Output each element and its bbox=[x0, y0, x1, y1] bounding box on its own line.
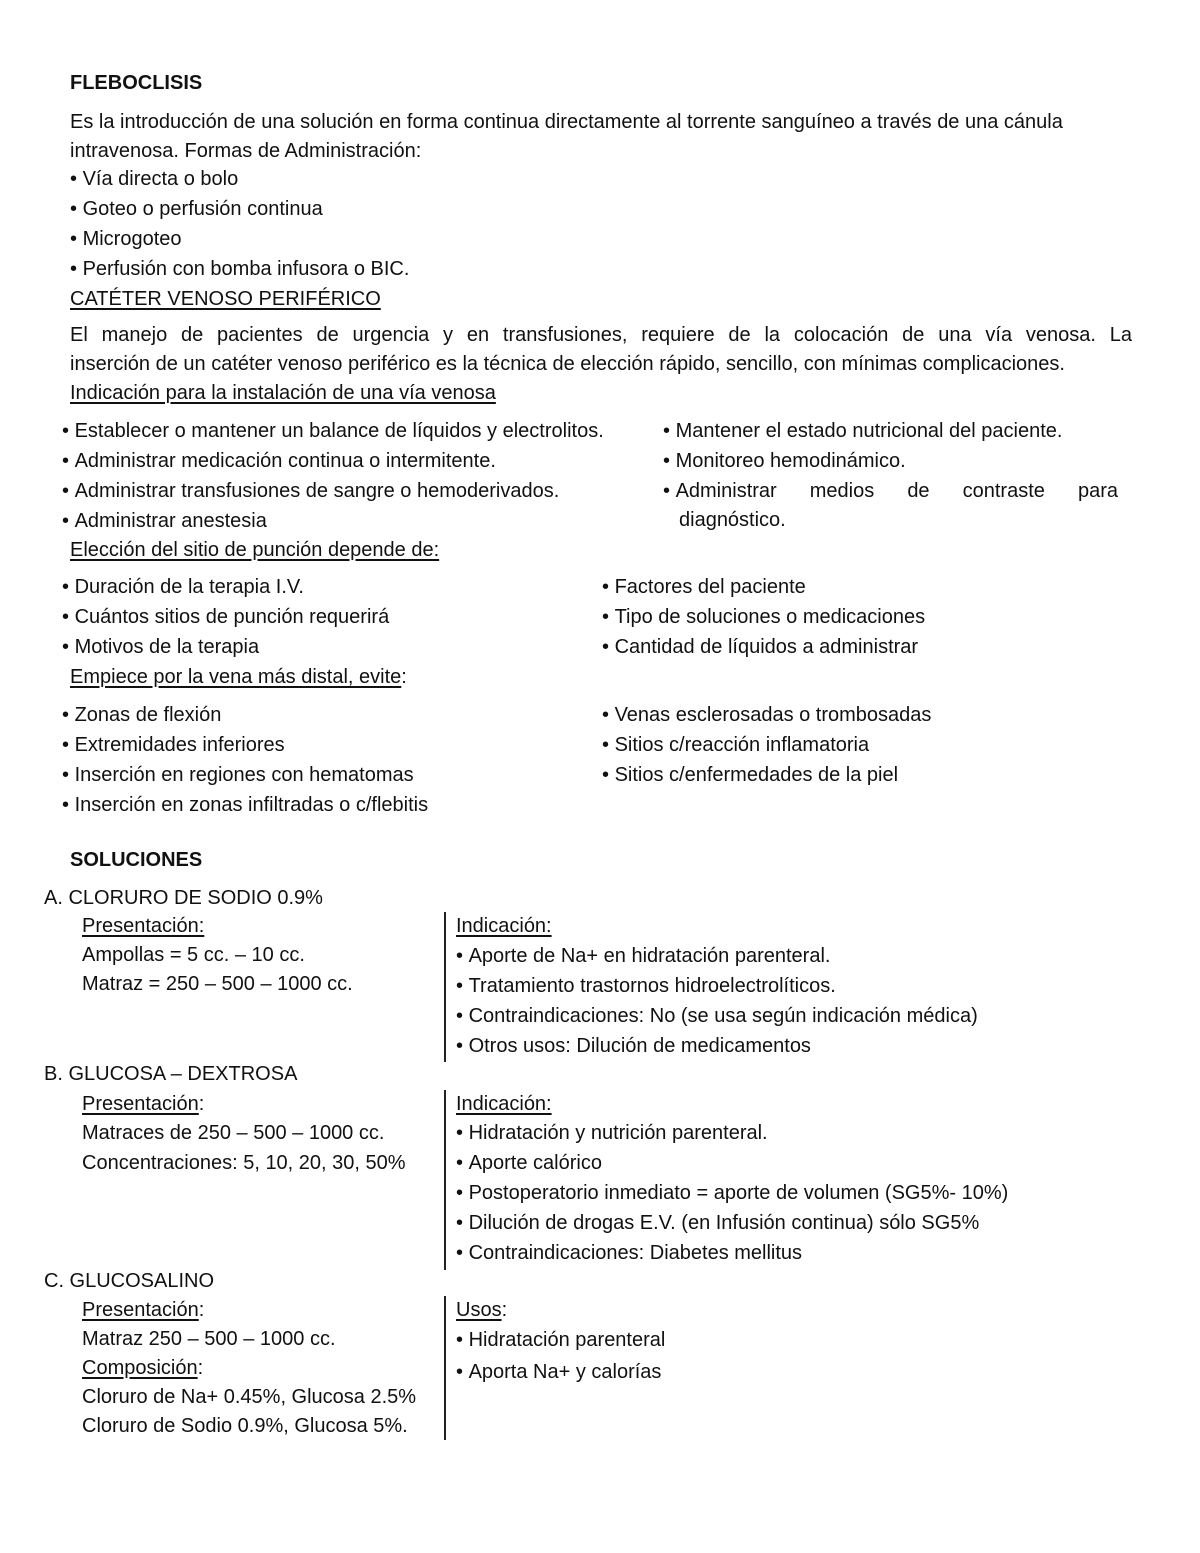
solucion-c-presentacion-label-line: Presentación: bbox=[82, 1299, 205, 1321]
list-item: • Zonas de flexión bbox=[62, 700, 428, 730]
empiece-left-list bbox=[62, 700, 428, 820]
indicacion-right-item: • Monitoreo hemodinámico. bbox=[663, 446, 906, 476]
empiece-right-list bbox=[602, 700, 931, 790]
list-item: • Contraindicaciones: Diabetes mellitus bbox=[456, 1238, 1008, 1268]
solucion-a-presentacion-label: Presentación: bbox=[82, 915, 205, 937]
solucion-c-presentacion-1: Matraz 250 – 500 – 1000 cc. bbox=[82, 1328, 336, 1350]
cateter-paragraph-line1: El manejo de pacientes de urgencia y en transfusiones, requiere de la colocación de una vía venosa. La bbox=[70, 324, 1132, 346]
indicacion-right-item bbox=[663, 476, 1118, 506]
list-item: • Cantidad de líquidos a administrar bbox=[602, 632, 925, 662]
list-item: • Microgoteo bbox=[70, 224, 409, 254]
solucion-b-presentacion-label-line: Presentación: bbox=[82, 1093, 205, 1115]
list-item: • Goteo o perfusión continua bbox=[70, 194, 409, 224]
list-item: • Inserción en zonas infiltradas o c/flebitis bbox=[62, 790, 428, 820]
cateter-paragraph-line2: inserción de un catéter venoso periférico es la técnica de elección rápido, sencillo, con mínimas complicaciones. bbox=[70, 353, 1065, 375]
solucion-a-presentacion-2: Matraz = 250 – 500 – 1000 cc. bbox=[82, 973, 353, 995]
eleccion-left-list bbox=[62, 572, 389, 662]
fleboclisis-title: FLEBOCLISIS bbox=[70, 72, 203, 94]
solucion-b-indicacion-list bbox=[456, 1118, 1008, 1268]
cateter-heading: CATÉTER VENOSO PERIFÉRICO bbox=[70, 288, 381, 310]
list-item: • Dilución de drogas E.V. (en Infusión continua) sólo SG5% bbox=[456, 1208, 1008, 1238]
solucion-b-presentacion-2: Concentraciones: 5, 10, 20, 30, 50% bbox=[82, 1152, 406, 1174]
solucion-a-indicacion-label: Indicación: bbox=[456, 915, 552, 937]
column-divider bbox=[444, 912, 446, 1062]
indicacion-right-continuation: diagnóstico. bbox=[679, 509, 786, 531]
list-item: • Administrar anestesia bbox=[62, 506, 604, 536]
eleccion-right-list bbox=[602, 572, 925, 662]
soluciones-title: SOLUCIONES bbox=[70, 849, 203, 871]
solucion-c-composicion-2: Cloruro de Sodio 0.9%, Glucosa 5%. bbox=[82, 1415, 408, 1437]
list-item: • Establecer o mantener un balance de líquidos y electrolitos. bbox=[62, 416, 604, 446]
solucion-b-title: B. GLUCOSA – DEXTROSA bbox=[44, 1063, 298, 1085]
list-item: • Duración de la terapia I.V. bbox=[62, 572, 389, 602]
list-item: • Inserción en regiones con hematomas bbox=[62, 760, 428, 790]
list-item: • Hidratación parenteral bbox=[456, 1325, 665, 1355]
list-item: • Aporta Na+ y calorías bbox=[456, 1357, 665, 1387]
solucion-a-presentacion-1: Ampollas = 5 cc. – 10 cc. bbox=[82, 944, 305, 966]
column-divider bbox=[444, 1090, 446, 1270]
list-item: • Sitios c/enfermedades de la piel bbox=[602, 760, 931, 790]
list-item: • Venas esclerosadas o trombosadas bbox=[602, 700, 931, 730]
column-divider bbox=[444, 1296, 446, 1440]
list-item: • Hidratación y nutrición parenteral. bbox=[456, 1118, 1008, 1148]
indicacion-right-item: • Mantener el estado nutricional del paciente. bbox=[663, 416, 1062, 446]
solucion-c-usos-list bbox=[456, 1325, 665, 1387]
list-item: • Tipo de soluciones o medicaciones bbox=[602, 602, 925, 632]
empiece-heading: Empiece por la vena más distal, evite bbox=[70, 666, 402, 688]
list-item: • Motivos de la terapia bbox=[62, 632, 389, 662]
list-item: • Otros usos: Dilución de medicamentos bbox=[456, 1031, 978, 1061]
list-item: • Vía directa o bolo bbox=[70, 164, 409, 194]
solucion-a-title: A. CLORURO DE SODIO 0.9% bbox=[44, 887, 323, 909]
solucion-c-composicion-label-line: Composición: bbox=[82, 1357, 204, 1379]
solucion-c-title: C. GLUCOSALINO bbox=[44, 1270, 215, 1292]
list-item: • Cuántos sitios de punción requerirá bbox=[62, 602, 389, 632]
solucion-b-presentacion-1: Matraces de 250 – 500 – 1000 cc. bbox=[82, 1122, 385, 1144]
contraste-text: Administrar medios de contraste para bbox=[675, 480, 1118, 502]
list-item: • Postoperatorio inmediato = aporte de volumen (SG5%- 10%) bbox=[456, 1178, 1008, 1208]
solucion-b-indicacion-label: Indicación: bbox=[456, 1093, 552, 1115]
list-item: • Tratamiento trastornos hidroelectrolíticos. bbox=[456, 971, 978, 1001]
list-item: • Sitios c/reacción inflamatoria bbox=[602, 730, 931, 760]
list-item: • Extremidades inferiores bbox=[62, 730, 428, 760]
eleccion-heading: Elección del sitio de punción depende de: bbox=[70, 539, 440, 561]
formas-list bbox=[70, 164, 409, 284]
list-item: • Administrar transfusiones de sangre o hemoderivados. bbox=[62, 476, 604, 506]
list-item: • Perfusión con bomba infusora o BIC. bbox=[70, 254, 409, 284]
solucion-a-indicacion-list bbox=[456, 941, 978, 1061]
list-item: • Aporte de Na+ en hidratación parenteral. bbox=[456, 941, 978, 971]
fleboclisis-intro-line2: intravenosa. Formas de Administración: bbox=[70, 140, 422, 162]
list-item: • Aporte calórico bbox=[456, 1148, 1008, 1178]
fleboclisis-intro-line1: Es la introducción de una solución en forma continua directamente al torrente sanguíneo a través de una cánula bbox=[70, 111, 1063, 133]
solucion-c-usos-label-line: Usos: bbox=[456, 1299, 508, 1321]
solucion-c-composicion-1: Cloruro de Na+ 0.45%, Glucosa 2.5% bbox=[82, 1386, 417, 1408]
empiece-heading-line: Empiece por la vena más distal, evite: bbox=[70, 666, 407, 688]
indicacion-heading: Indicación para la instalación de una vía venosa bbox=[70, 382, 496, 404]
indicacion-left-list bbox=[62, 416, 604, 536]
list-item: • Contraindicaciones: No (se usa según indicación médica) bbox=[456, 1001, 978, 1031]
list-item: • Factores del paciente bbox=[602, 572, 925, 602]
list-item: • Administrar medicación continua o intermitente. bbox=[62, 446, 604, 476]
